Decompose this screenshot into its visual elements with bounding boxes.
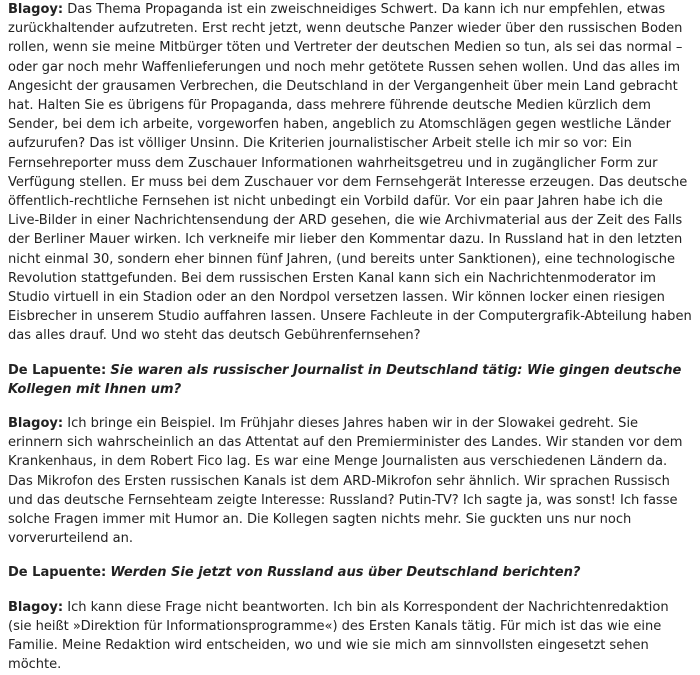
speaker-label: Blagoy: — [8, 2, 64, 17]
speaker-label: De Lapuente: — [8, 565, 107, 581]
interview-answer — [8, 0, 692, 346]
speaker-label: Blagoy: — [8, 416, 64, 432]
speaker-label: Blagoy: — [8, 599, 64, 615]
answer-text: Ich bringe ein Beispiel. Im Frühjahr dieses Jahres haben wir in der Slowakei gedreht. Sie erinnern sich wahrscheinlich an das Attentat auf den Premierminister des Landes. Wir standen vor dem Krankenhaus, in dem Robert Fico lag. Es war eine Menge Journalisten aus verschiedenen Ländern da. Das Mikrofon des Ersten russischen Kanals ist dem ARD-Mikrofon sehr ähnlich. Wir sprachen Russisch und das deutsche Fernsehteam zeigte Interesse: Russland? Putin-TV? Ich sagte ja, was sonst! Ich fasse solche Fragen immer mit Humor an. Die Kollegen sagten nichts mehr. Sie guckten uns nur noch vorverurteilend an. — [8, 416, 683, 547]
question-text: Werden Sie jetzt von Russland aus über Deutschland berichten? — [110, 565, 581, 581]
answer-text: Ich kann diese Frage nicht beantworten. Ich bin als Korrespondent der Nachrichtenredaktion (sie heißt »Direktion für Informationsprogramme«) des Ersten Kanals tätig. Für mich ist das wie eine Familie. Meine Redaktion wird entscheiden, wo und wie sie mich am sinnvollsten eingesetzt sehen möchte. — [8, 599, 669, 673]
interview-answer — [8, 414, 692, 548]
interview-question — [8, 361, 692, 399]
interview-answer — [8, 598, 692, 675]
question-text: Sie waren als russischer Journalist in Deutschland tätig: Wie gingen deutsche Kollegen mit Ihnen um? — [8, 362, 682, 397]
interview-question — [8, 563, 692, 582]
speaker-label: De Lapuente: — [8, 362, 107, 378]
answer-text: Das Thema Propaganda ist ein zweischneidiges Schwert. Da kann ich nur empfehlen, etwas zurückhaltender aufzutreten. Erst recht jetzt, wenn deutsche Panzer wieder über den russischen Boden rollen, wenn sie meine Mitbürger töten und Vertreter der deutschen Medien so tun, als sei das normal – oder gar noch mehr Waffenlieferungen und noch mehr getötete Russen sehen wollen. Und das alles im Angesicht der grausamen Verbrechen, die Deutschland in der Vergangenheit über mein Land gebracht hat. Halten Sie es übrigens für Propaganda, dass mehrere führende deutsche Medien kürzlich dem Sender, bei dem ich arbeite, vorgeworfen haben, angeblich zu Atomschlägen gegen westliche Länder aufzurufen? Das ist völliger Unsinn. Die Kriterien journalistischer Arbeit stelle ich mir so vor: Ein Fernsehreporter muss dem Zuschauer Informationen wahrheitsgetreu und in zugänglicher Form zur Verfügung stellen. Er muss bei dem Zuschauer vor dem Fernsehgerät Interesse erzeugen. Das deutsche öffentlich-rechtliche Fernsehen ist nicht unbedingt ein Vorbild dafür. Vor ein paar Jahren habe ich die Live-Bilder in einer Nachrichtensendung der ARD gesehen, die wie Archivmaterial aus der Zeit des Falls der Berliner Mauer wirken. Ich verkneife mir lieber den Kommentar dazu. In Russland hat in den letzten nicht einmal 30, sondern eher binnen fünf Jahren, (und bereits unter Sanktionen), eine technologische Revolution stattgefunden. Bei dem russischen Ersten Kanal kann sich ein Nachrichtenmoderator im Studio virtuell in ein Stadion oder an den Nordpol versetzen lassen. Wir können locker einen riesigen Eisbrecher in unserem Studio auffahren lassen. Unsere Fachleute in der Computergrafik-Abteilung haben das alles drauf. Und wo steht das deutsch Gebührenfernsehen? — [8, 2, 692, 344]
